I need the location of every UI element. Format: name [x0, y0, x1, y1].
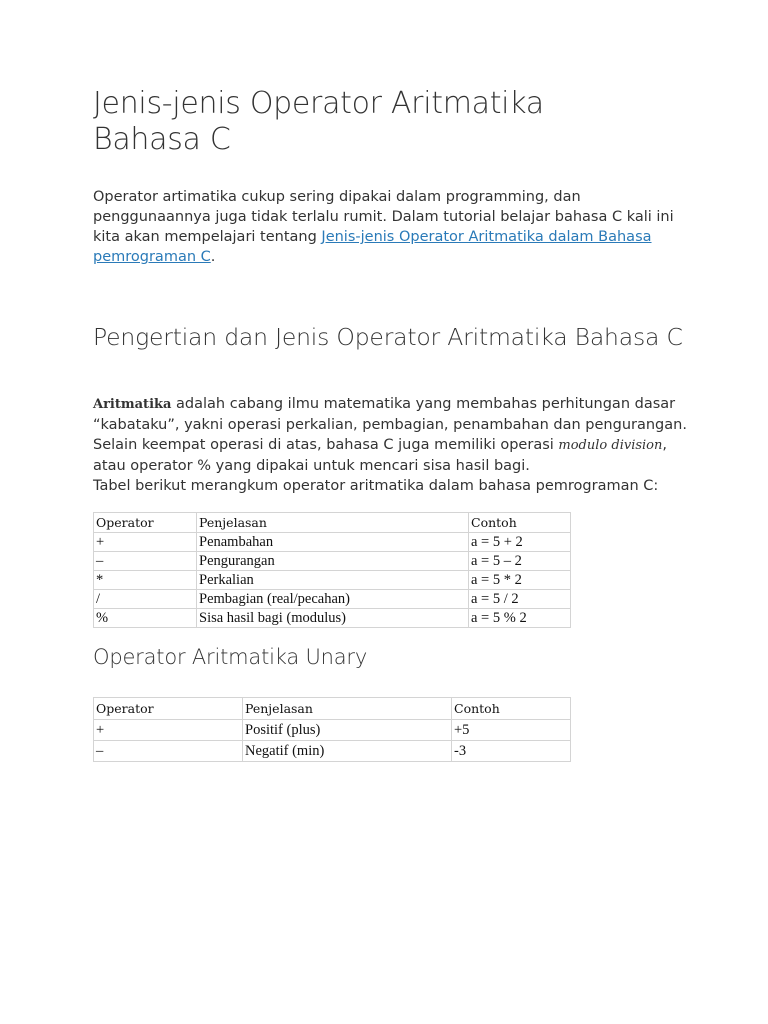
intro-link[interactable]: Jenis-jenis Operator Aritmatika dalam Bahasa pemrograman C	[93, 229, 652, 265]
operator-table-wrapper	[93, 512, 571, 628]
table-header-row	[94, 698, 571, 720]
cell-contoh: a = 5 / 2	[469, 590, 571, 609]
table-row	[94, 533, 571, 552]
aritmatika-text-1: adalah cabang ilmu matematika yang membahas perhitungan dasar “kabataku”, yakni operasi perkalian, pembagian, penambahan dan pengurangan. Selain keempat operasi di atas, bahasa C juga memiliki operasi	[93, 396, 687, 453]
intro-text: Operator artimatika cukup sering dipakai dalam programming, dan penggunaannya juga tidak terlalu rumit. Dalam tutorial belajar bahasa C kali ini kita akan mempelajari tentang	[93, 189, 674, 245]
cell-operator: *	[94, 571, 197, 590]
cell-contoh: -3	[452, 741, 571, 762]
term-modulo-division: modulo division	[558, 438, 663, 453]
cell-operator: /	[94, 590, 197, 609]
cell-penjelasan: Positif (plus)	[243, 720, 452, 741]
cell-penjelasan: Pengurangan	[197, 552, 469, 571]
page-title: Jenis-jenis Operator Aritmatika Bahasa C	[93, 86, 544, 157]
cell-penjelasan: Penambahan	[197, 533, 469, 552]
term-aritmatika: Aritmatika	[93, 397, 172, 412]
operator-table	[93, 512, 571, 628]
section-heading-unary: Operator Aritmatika Unary	[93, 645, 368, 669]
table-row	[94, 609, 571, 628]
cell-penjelasan: Perkalian	[197, 571, 469, 590]
table-header-row	[94, 513, 571, 533]
cell-operator: –	[94, 741, 243, 762]
cell-contoh: a = 5 % 2	[469, 609, 571, 628]
cell-operator: +	[94, 533, 197, 552]
table-row	[94, 720, 571, 741]
cell-operator: +	[94, 720, 243, 741]
cell-contoh: a = 5 * 2	[469, 571, 571, 590]
cell-contoh: a = 5 + 2	[469, 533, 571, 552]
intro-text-end: .	[210, 249, 216, 265]
header-contoh: Contoh	[452, 698, 571, 720]
unary-table-wrapper	[93, 697, 571, 762]
header-operator: Operator	[94, 513, 197, 533]
cell-contoh: a = 5 – 2	[469, 552, 571, 571]
cell-operator: –	[94, 552, 197, 571]
table-row	[94, 741, 571, 762]
cell-penjelasan: Sisa hasil bagi (modulus)	[197, 609, 469, 628]
cell-penjelasan: Pembagian (real/pecahan)	[197, 590, 469, 609]
unary-table	[93, 697, 571, 762]
header-operator: Operator	[94, 698, 243, 720]
aritmatika-paragraph	[93, 394, 693, 496]
table-row	[94, 552, 571, 571]
intro-paragraph	[93, 187, 683, 267]
cell-contoh: +5	[452, 720, 571, 741]
table-row	[94, 590, 571, 609]
cell-operator: %	[94, 609, 197, 628]
header-penjelasan: Penjelasan	[243, 698, 452, 720]
header-penjelasan: Penjelasan	[197, 513, 469, 533]
aritmatika-text-2: , atau operator % yang dipakai untuk mencari sisa hasil bagi.	[93, 437, 667, 474]
table-intro-text: Tabel berikut merangkum operator aritmatika dalam bahasa pemrograman C:	[93, 478, 659, 494]
cell-penjelasan: Negatif (min)	[243, 741, 452, 762]
header-contoh: Contoh	[469, 513, 571, 533]
table-row	[94, 571, 571, 590]
section-heading-pengertian: Pengertian dan Jenis Operator Aritmatika Bahasa C	[93, 323, 683, 351]
